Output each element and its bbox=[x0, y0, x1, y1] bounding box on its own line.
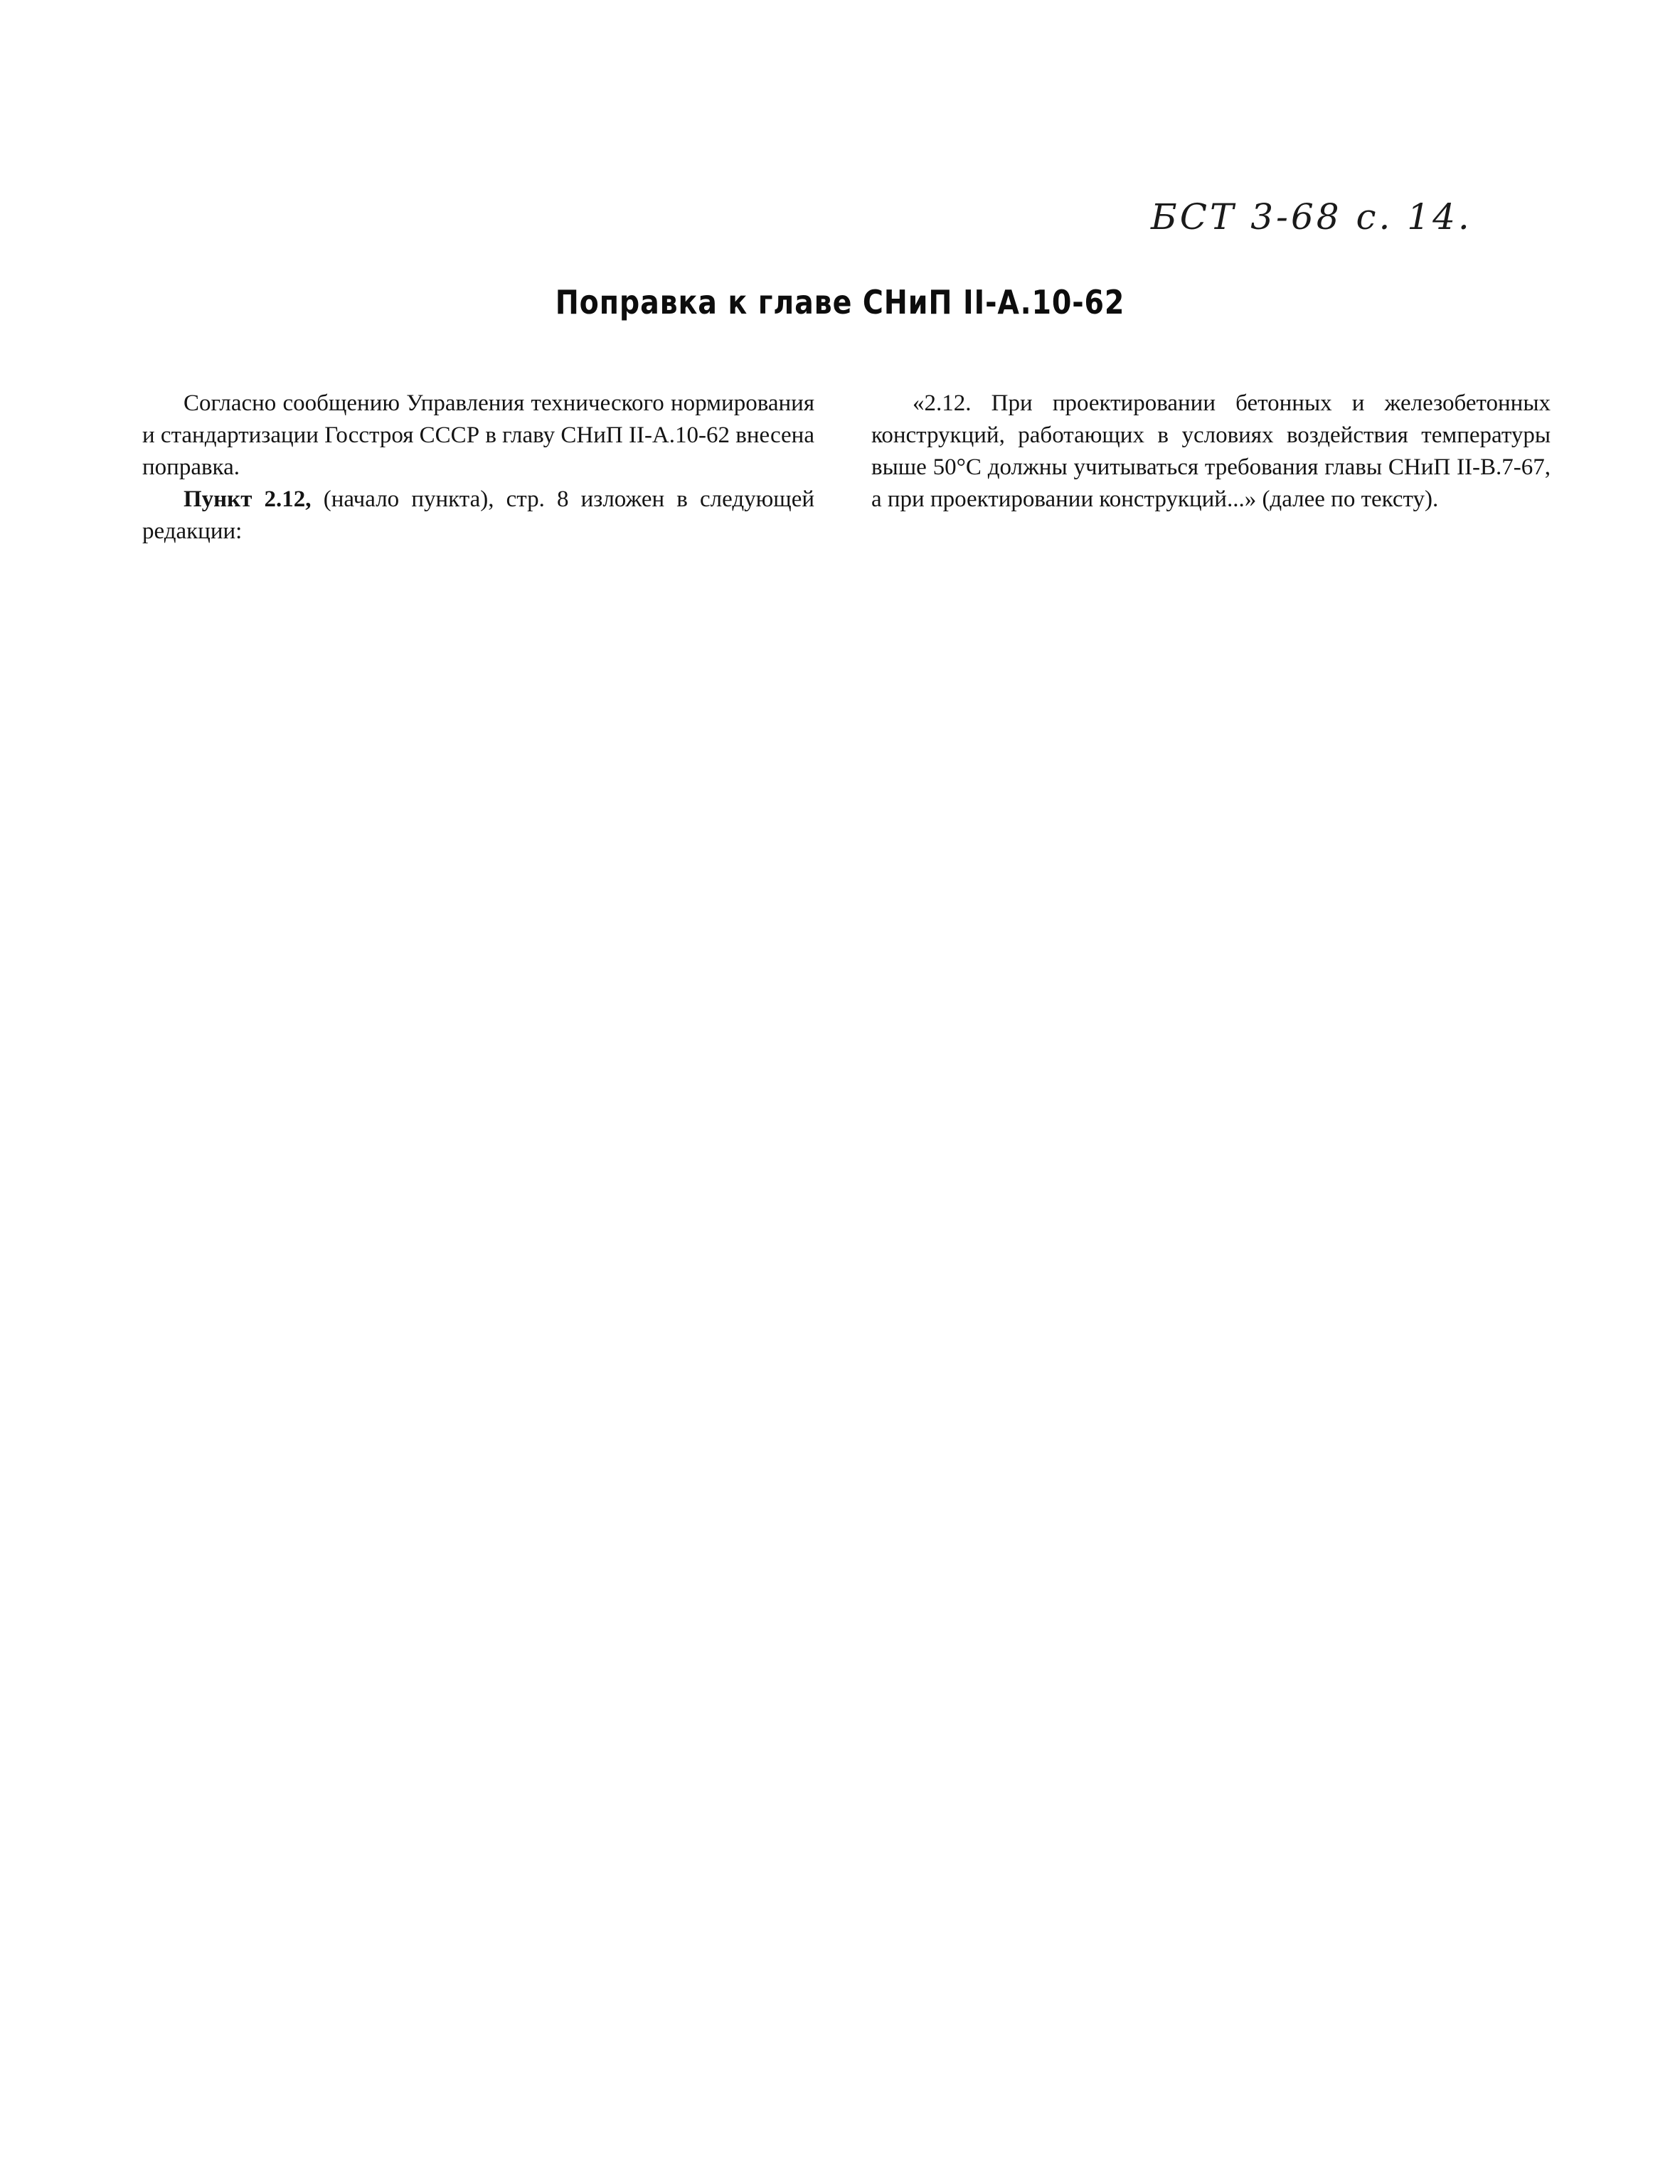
page-title: Поправка к главе СНиП II-A.10-62 bbox=[555, 283, 1125, 321]
clause-text: (начало пункта), стр. 8 изложен в следующей редакции: bbox=[142, 486, 814, 544]
intro-paragraph: Согласно сообщению Управления технического нормирования и стандартизации Госстроя СССР в главу СНиП II-A.10-62 внесена поправка. bbox=[142, 390, 814, 480]
quoted-clause-paragraph: «2.12. При проектировании бетонных и железобетонных конструкций, работающих в условиях воздействия температуры выше 50°С должны учитываться требования главы СНиП II-B.7-67, а при проектировании конструкций...» (далее по тексту). bbox=[871, 390, 1551, 512]
clause-paragraph bbox=[142, 484, 814, 548]
left-column bbox=[142, 388, 814, 548]
clause-lead: Пункт 2.12, bbox=[184, 486, 312, 512]
handwritten-reference-note: БСТ 3-68 с. 14. bbox=[1151, 196, 1472, 238]
right-column bbox=[871, 388, 1551, 516]
